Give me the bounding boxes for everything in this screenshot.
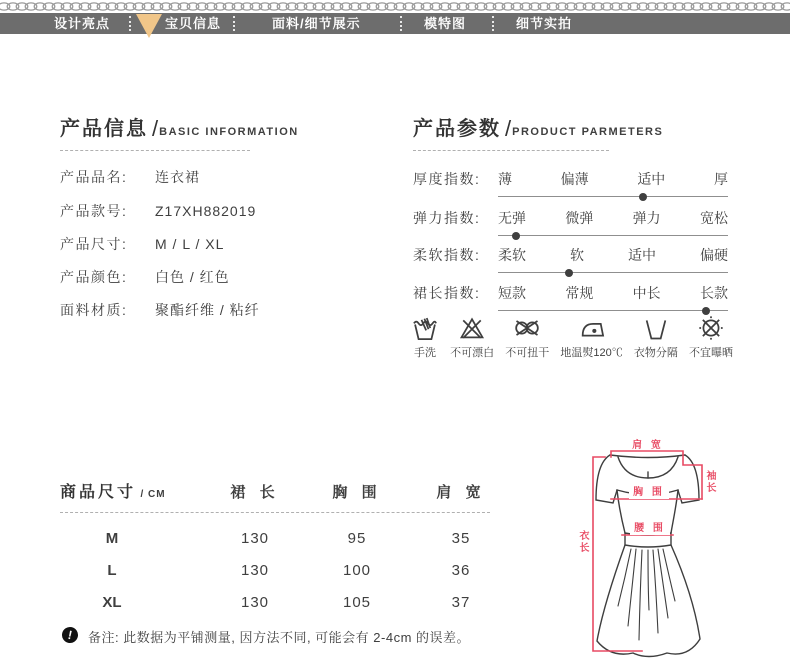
- sleeve-length-label: 袖长: [704, 470, 715, 494]
- indicator-softness: [413, 246, 730, 278]
- cell-shoulder: 36: [451, 562, 471, 579]
- info-value: M / L / XL: [155, 236, 225, 252]
- note-exclamation-icon: !: [61, 626, 80, 645]
- indicator-scale: [498, 310, 728, 311]
- care-item: [634, 314, 678, 360]
- nav-divider: [129, 16, 131, 31]
- indicator-option: 短款: [498, 285, 526, 301]
- nav-bar: [0, 13, 790, 34]
- garment-length-label: 衣长: [577, 530, 588, 554]
- nav-divider: [492, 16, 494, 31]
- indicator-skirt-length: [413, 284, 730, 316]
- info-value: 白色 / 红色: [155, 269, 230, 285]
- nav-divider: [400, 16, 402, 31]
- indicator-option: 中长: [632, 285, 661, 301]
- indicator-dot: [512, 232, 520, 240]
- care-label: 不可漂白: [450, 347, 495, 359]
- info-row-material: [60, 301, 260, 319]
- care-item: [450, 314, 494, 360]
- indicator-option: 适中: [628, 247, 656, 263]
- indicator-option: 偏硬: [700, 247, 728, 263]
- indicator-scale: [498, 272, 728, 273]
- cell-shoulder: 37: [451, 594, 471, 611]
- indicator-option: 微弹: [565, 210, 594, 226]
- indicator-option: 常规: [565, 285, 594, 301]
- tab-design-highlights[interactable]: 设计亮点: [54, 16, 111, 31]
- care-label: 不可扭干: [505, 347, 550, 359]
- indicator-scale: [498, 235, 728, 236]
- info-label: 产品尺寸:: [60, 236, 128, 252]
- cell-bust: 95: [347, 530, 367, 547]
- indicator-option: 软: [570, 247, 584, 263]
- basic-info-title-en: BASIC INFORMATION: [159, 126, 299, 138]
- waist-label: 腰 围: [630, 523, 670, 535]
- basic-info-heading: [60, 118, 299, 140]
- divider-dashed: [60, 150, 250, 151]
- care-item: [411, 314, 439, 360]
- divider-dashed: [60, 512, 490, 513]
- cell-skirt-length: 130: [240, 530, 270, 547]
- cell-skirt-length: 130: [240, 562, 270, 579]
- care-item: [505, 314, 549, 360]
- bust-label: 胸 围: [629, 487, 669, 499]
- info-row-size: [60, 235, 224, 253]
- dress-outline: [596, 455, 700, 657]
- info-value: 聚酯纤维 / 粘纤: [155, 302, 260, 318]
- active-tab-arrow-icon: [136, 14, 162, 38]
- indicator-option: 弹力: [632, 210, 661, 226]
- cell-bust: 100: [342, 562, 372, 579]
- indicator-option: 厚: [713, 171, 728, 187]
- parameters-title-en: PRODUCT PARMETERS: [512, 126, 664, 138]
- low-temp-iron-icon: [578, 314, 606, 342]
- tab-detail-photos[interactable]: 细节实拍: [516, 16, 573, 31]
- size-table-title-text: 商品尺寸: [60, 484, 137, 501]
- indicator-label: 柔软指数:: [413, 247, 481, 263]
- indicator-elasticity: [413, 209, 730, 241]
- indicator-scale: [498, 196, 728, 197]
- note-text: 备注: 此数据为平铺测量, 因方法不同, 可能会有 2-4cm 的误差。: [88, 630, 471, 645]
- col-header-bust: 胸 围: [332, 484, 382, 501]
- row-size: L: [107, 562, 117, 579]
- tab-fabric-details[interactable]: 面料/细节展示: [272, 16, 361, 31]
- row-size: M: [105, 530, 119, 547]
- indicator-option: 适中: [637, 171, 666, 187]
- basic-info-title: 产品信息: [60, 118, 148, 140]
- info-label: 面料材质:: [60, 302, 128, 318]
- care-icons-row: [411, 314, 733, 360]
- indicator-label: 厚度指数:: [413, 171, 481, 187]
- col-header-shoulder: 肩 宽: [436, 484, 486, 501]
- indicator-dot: [639, 193, 647, 201]
- care-label: 衣物分隔: [633, 347, 678, 359]
- info-label: 产品颜色:: [60, 269, 128, 285]
- hand-wash-icon: [411, 314, 439, 342]
- size-table-unit: / CM: [140, 489, 166, 500]
- care-label: 不宜曝晒: [688, 347, 733, 359]
- indicator-dot: [565, 269, 573, 277]
- info-label: 产品款号:: [60, 203, 128, 219]
- slash: /: [505, 116, 512, 141]
- care-label: 手洗: [414, 347, 436, 359]
- indicator-option: 柔软: [498, 247, 526, 263]
- info-row-color: [60, 268, 230, 286]
- care-item: [560, 314, 622, 360]
- size-table-title: [60, 484, 166, 502]
- info-row-name: [60, 168, 200, 186]
- info-value: Z17XH882019: [155, 203, 257, 219]
- chain-border: [0, 0, 790, 13]
- cell-skirt-length: 130: [240, 594, 270, 611]
- care-item: [689, 314, 733, 360]
- shoulder-width-label: 肩 宽: [632, 440, 664, 451]
- parameters-heading: [413, 118, 663, 140]
- col-header-skirt-length: 裙 长: [230, 484, 280, 501]
- separate-wash-icon: [642, 314, 670, 342]
- no-sun-icon: [697, 314, 725, 342]
- indicator-option: 无弹: [498, 210, 526, 226]
- no-bleach-icon: [458, 314, 486, 342]
- tab-product-info[interactable]: 宝贝信息: [165, 16, 222, 31]
- cell-shoulder: 35: [451, 530, 471, 547]
- indicator-option: 薄: [498, 171, 512, 187]
- parameters-title: 产品参数: [413, 118, 501, 140]
- indicator-option: 宽松: [699, 210, 728, 226]
- info-label: 产品品名:: [60, 169, 128, 185]
- indicator-option: 长款: [699, 285, 728, 301]
- indicator-option: 偏薄: [560, 171, 589, 187]
- care-label: 地温熨120℃: [560, 347, 623, 359]
- info-row-model: [60, 202, 256, 220]
- tab-model-photos[interactable]: 模特图: [424, 16, 467, 31]
- indicator-thickness: [413, 170, 730, 202]
- nav-divider: [233, 16, 235, 31]
- row-size: XL: [102, 594, 122, 611]
- info-value: 连衣裙: [155, 169, 200, 185]
- divider-dashed: [413, 150, 609, 151]
- slash: /: [152, 116, 159, 141]
- indicator-label: 裙长指数:: [413, 285, 481, 301]
- indicator-label: 弹力指数:: [413, 210, 481, 226]
- no-wring-icon: [513, 314, 541, 342]
- cell-bust: 105: [342, 594, 372, 611]
